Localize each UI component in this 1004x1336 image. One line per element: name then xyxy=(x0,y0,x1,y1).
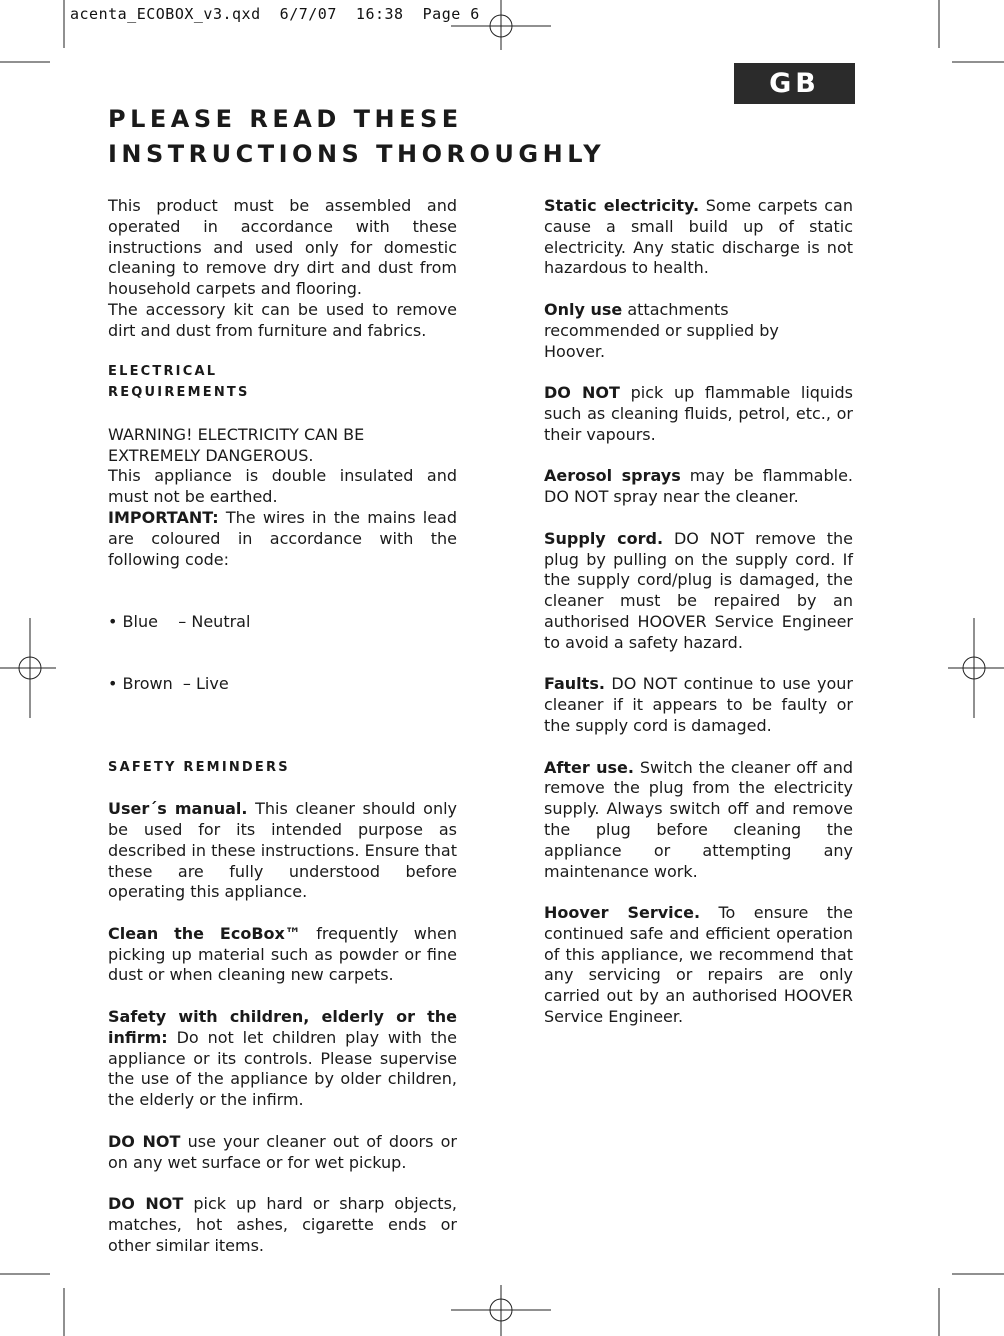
sharp-objects-paragraph: DO NOT pick up hard or sharp objects, matches, hot ashes, cigarette ends or other similar items. xyxy=(108,1194,458,1255)
double-insulated-text: This appliance is double insulated and must not be earthed. xyxy=(108,466,457,507)
aerosol-paragraph: Aerosol sprays may be flammable. DO NOT spray near the cleaner. xyxy=(544,466,853,507)
outdoors-paragraph: DO NOT use your cleaner out of doors or on any wet surface or for wet pickup. xyxy=(108,1131,458,1172)
language-badge: GB xyxy=(734,63,855,104)
supply-cord-paragraph: Supply cord. DO NOT remove the plug by pulling on the supply cord. If the supply cord/plug is damaged, the cleaner must be repaired by an authorised HOOVER Service Engineer to avoid a safety hazard. xyxy=(544,528,854,652)
faults-paragraph: Faults. DO NOT continue to use your cleaner if it appears to be faulty or the supply cord is damaged. xyxy=(544,674,853,735)
file-slug: acenta_ECOBOX_v3.qxd 6/7/07 16:38 Page 6 xyxy=(70,5,480,23)
flammable-paragraph: DO NOT pick up flammable liquids such as cleaning fluids, petrol, etc., or their vapours. xyxy=(544,383,854,444)
service-paragraph: Hoover Service. To ensure the continued safe and efficient operation of this appliance, we recommend that any servicing or repairs are only carried out by an authorised HOOVER Service Engineer. xyxy=(544,903,853,1027)
attachments-paragraph: Only use attachments recommended or supplied by Hoover. xyxy=(544,299,779,361)
page-title xyxy=(108,102,748,172)
left-column xyxy=(108,196,457,1277)
wire-blue: • Blue – Neutral xyxy=(108,611,251,631)
registration-mark-bottom xyxy=(451,1285,551,1336)
ecobox-paragraph: Clean the EcoBox™ frequently when picking up material such as powder or fine dust or when cleaning new carpets. xyxy=(108,923,457,985)
children-paragraph: Safety with children, elderly or the infirm: Do not let children play with the appliance or its controls. Please supervise the use of the appliance by older children, the elderly or the infirm. xyxy=(108,1007,457,1110)
wire-code-list xyxy=(108,570,457,736)
important-paragraph: IMPORTANT: The wires in the mains lead are coloured in accordance with the following code: xyxy=(108,507,457,569)
safety-heading: SAFETY REMINDERS xyxy=(108,759,290,775)
registration-mark-left xyxy=(0,618,56,718)
electrical-heading: ELECTRICAL REQUIREMENTS xyxy=(108,364,250,401)
warning-text: WARNING! ELECTRICITY CAN BE EXTREMELY DANGEROUS. xyxy=(108,424,365,465)
right-column xyxy=(544,196,853,1049)
registration-mark-right xyxy=(948,618,1004,718)
static-paragraph: Static electricity. Some carpets can cause a small build up of static electricity. Any static discharge is not hazardous to health. xyxy=(544,196,853,278)
title-line-2: INSTRUCTIONS THOROUGHLY xyxy=(108,140,606,168)
accessory-paragraph: The accessory kit can be used to remove dirt and dust from furniture and fabrics. xyxy=(108,299,457,340)
title-line-1: PLEASE READ THESE xyxy=(108,105,463,133)
intro-paragraph: This product must be assembled and operated in accordance with these instructions and used only for domestic cleaning to remove dry dirt and dust from household carpets and flooring. xyxy=(108,196,457,299)
after-use-paragraph: After use. Switch the cleaner off and remove the plug from the electricity supply. Always switch off and remove the plug before cleaning the appliance or attempting any maintenance work. xyxy=(544,757,853,881)
manual-paragraph: User´s manual. This cleaner should only be used for its intended purpose as described in these instructions. Ensure that these are fully understood before operating this appliance. xyxy=(108,799,457,902)
wire-brown: • Brown – Live xyxy=(108,674,229,694)
